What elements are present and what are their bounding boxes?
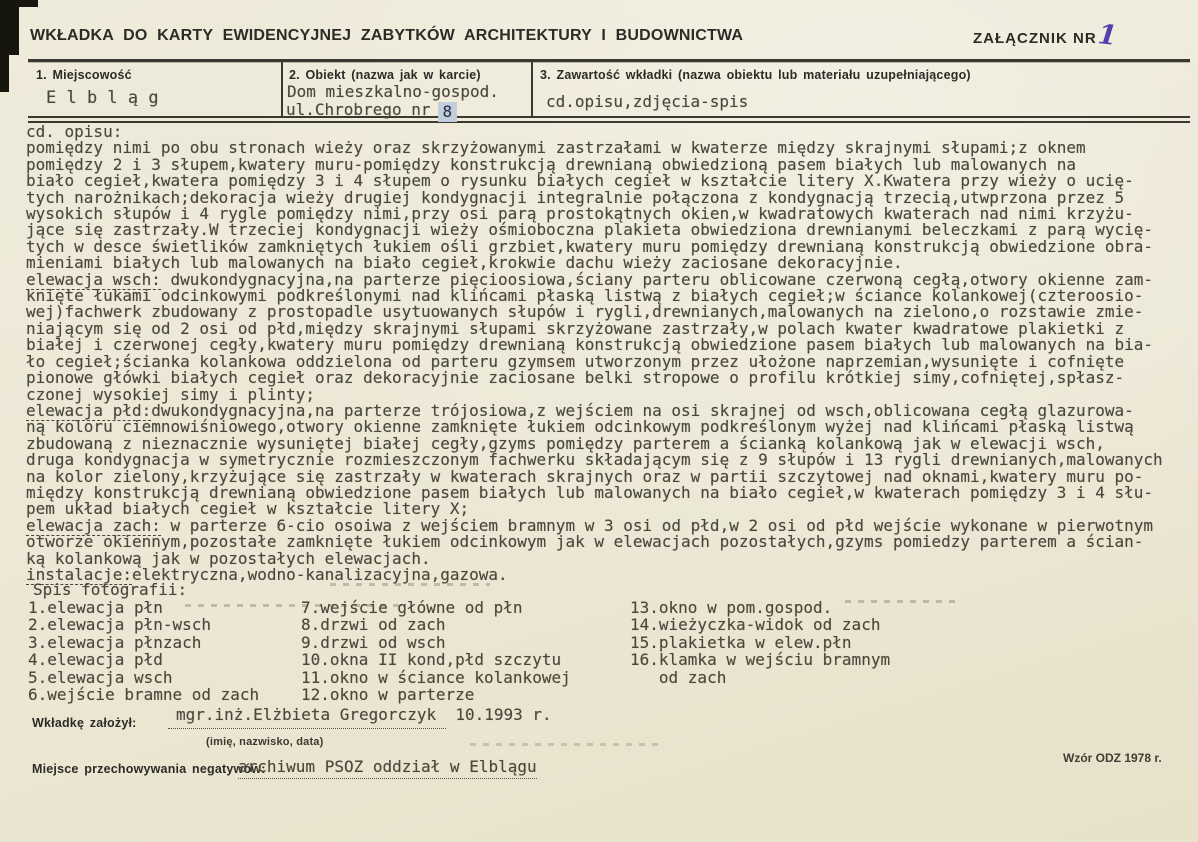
description-line: knięte łukami odcinkowymi podkreślonymi nad klińcami płaską listwą z białych cegieł;w ściance kolankowej(czteroosio- bbox=[26, 286, 1144, 306]
photo-list-item: 11.okno w ściance kolankowej bbox=[301, 667, 571, 687]
photo-list-item: 3.elewacja płnzach bbox=[28, 632, 202, 652]
field-value-zawartosc: cd.opisu,zdjęcia-spis bbox=[546, 92, 749, 111]
photo-list-item: 4.elewacja płd bbox=[28, 650, 163, 670]
description-line: zbudowaną z nieznacznie wysuniętej białej cegły,gzyms pomiędzy parterem a ścianką kolankową jak w elewacji wsch, bbox=[26, 433, 1105, 453]
table-bottom-rule bbox=[28, 116, 1190, 123]
photo-list-item: 16.klamka w wejściu bramnym bbox=[630, 650, 891, 670]
signature-dotted-line bbox=[168, 728, 446, 729]
description-line: pomiędzy nimi po obu stronach wieży oraz skrzyżowanymi zastrzałami w kwaterze między skrajnymi słupami;z oknem bbox=[26, 138, 1086, 158]
photo-list-item: 12.okno w parterze bbox=[301, 685, 475, 705]
page-title: WKŁADKA DO KARTY EWIDENCYJNEJ ZABYTKÓW ARCHITEKTURY I BUDOWNICTWA bbox=[30, 27, 744, 44]
description-line: białej i czerwonej cegły,kwatery muru pomiędzy drewnianą konstrukcją obwiedzione pasem białych lub malowanych na bia- bbox=[26, 335, 1154, 355]
description-line: wej)fachwerk zbudowany z prostopadle usytuowanych słupów i rygli,drewnianych,malowanych na zielono,o rozstawie zmie- bbox=[26, 302, 1144, 322]
description-line: elewacja wsch: dwukondygnacyjna,na parterze pięcioosiowa,ściany parteru oblicowane czerwoną cegłą,otwory okienne zam- bbox=[26, 269, 1154, 289]
photo-list-item: 1.elewacja płn bbox=[28, 598, 163, 617]
field-label-obiekt: 2. Obiekt (nazwa jak w karcie) bbox=[289, 68, 481, 82]
description-line: wysokich słupów i 4 rygle pomiędzy nimi,przy osi parą prostokątnych okien,w kwadratowych kwaterach nad nimi krzyżu- bbox=[26, 204, 1134, 224]
founder-label: Wkładkę założył: bbox=[32, 716, 137, 730]
table-column-divider bbox=[281, 62, 283, 116]
photo-list-item: 15.plakietka w elew.płn bbox=[630, 632, 852, 652]
photo-list-item: 5.elewacja wsch bbox=[28, 667, 173, 687]
table-top-rule bbox=[28, 59, 1190, 62]
field-value-miejscowosc: E l b l ą g bbox=[46, 88, 159, 108]
photo-col-3 bbox=[630, 599, 890, 686]
photo-list-item: 7.wejście główne od płn bbox=[301, 598, 523, 617]
founder-value: mgr.inż.Elżbieta Gregorczyk 10.1993 r. bbox=[176, 705, 552, 724]
negatives-value: archiwum PSOZ oddział w Elblągu bbox=[238, 757, 537, 779]
description-line: na kolor zielony,krzyżujące się zastrzały w kwaterach skrajnych oraz w partii szczytowej nad oknami,kwatery muru po- bbox=[26, 466, 1144, 486]
photo-list-item: 6.wejście bramne od zach bbox=[28, 685, 260, 705]
description-line: między konstrukcją drewnianą obwiedzione pasem białych lub malowanych na biało cegieł,w kwaterach pomiędzy 3 i 4 słu- bbox=[26, 482, 1154, 502]
scan-artifact-corner bbox=[0, 0, 38, 7]
photo-col-1 bbox=[28, 599, 259, 703]
description-line: elewacja zach: w parterze 6-cio osoiwa z wejściem bramnym w 3 osi od płd,w 2 osi od płd wejście wykonane w pierwotnym bbox=[26, 515, 1154, 535]
table-column-divider bbox=[531, 62, 533, 116]
form-model-note: Wzór ODZ 1978 r. bbox=[1063, 751, 1162, 765]
section-heading-underlined: elewacja zach: bbox=[26, 515, 161, 535]
description-line: instalacje:elektryczna,wodno-kanalizacyjna,gazowa. bbox=[26, 564, 508, 584]
description-line: ło cegieł;ścianka kolankowa oddzielona od parteru gzymsem utworzonym przez ułożone naprzemian,wysunięte i cofnięte bbox=[26, 351, 1125, 371]
street-text: ul.Chrobrego nr bbox=[286, 100, 431, 119]
description-line: pem układ białych cegieł w kształcie litery X; bbox=[26, 499, 470, 519]
photo-list-item: 8.drzwi od zach bbox=[301, 615, 446, 635]
field-value-obiekt-line1: Dom mieszkalno-gospod. bbox=[287, 82, 499, 101]
house-number-correction: 8 bbox=[438, 102, 458, 122]
photo-list-item: 10.okna II kond,płd szczytu bbox=[301, 650, 562, 670]
photo-list-item: od zach bbox=[630, 667, 727, 687]
photo-list-item: 14.wieżyczka-widok od zach bbox=[630, 615, 881, 635]
description-line: mieniami białych lub malowanych na biało cegieł,krokwie dachu wieży zaciosane dekoracyjnie. bbox=[26, 253, 903, 273]
description-line: tych w desce świetlików zamkniętych łukiem ośli grzbiet,kwatery muru pomiędzy drewnianą konstrukcją obwiedzione obra- bbox=[26, 236, 1154, 256]
photo-list-heading: Spis fotografii: bbox=[33, 580, 188, 599]
description-line: pionowe główki białych cegieł oraz dekoracyjnie zaciosane belki stropowe o profilu krótkiej simy,cofniętej,spłasz- bbox=[26, 368, 1125, 388]
field-value-obiekt-line2 bbox=[286, 100, 457, 120]
photo-col-2 bbox=[301, 599, 571, 703]
photo-list-item: 2.elewacja płn-wsch bbox=[28, 615, 212, 635]
negatives-label: Miejsce przechowywania negatywów: bbox=[32, 762, 266, 776]
description-line: jące się zastrzały.W trzeciej kondygnacji wieży ośmioboczna plakieta obwiedziona drewnianymi beleczkami z parą wycię- bbox=[26, 220, 1154, 240]
field-label-miejscowosc: 1. Miejscowość bbox=[36, 68, 132, 82]
description-line: ną koloru ciemnowiśniowego,otwory okienne zamknięte łukiem odcinkowym podkreślonym wyżej nad klińcami płaską listwą bbox=[26, 417, 1134, 437]
description-line: cd. opisu: bbox=[26, 122, 123, 141]
section-heading-underlined: elewacja wsch: bbox=[26, 269, 161, 289]
attachment-label: ZAŁĄCZNIK NR bbox=[973, 30, 1097, 47]
description-line: biało cegieł,kwatera pomiędzy 3 i 4 słupem o rysunku białych cegieł w kształcie litery X.Kwatera przy wieży o ucię- bbox=[26, 171, 1134, 191]
field-label-zawartosc: 3. Zawartość wkładki (nazwa obiektu lub materiału uzupełniającego) bbox=[540, 68, 971, 82]
photo-list-item: 13.okno w pom.gospod. bbox=[630, 598, 833, 617]
photo-list-item: 9.drzwi od wsch bbox=[301, 632, 446, 652]
description-text bbox=[26, 124, 1190, 583]
description-line: druga kondygnacja w symetrycznie rozmieszczonym fachwerku składającym się z 9 słupów i 13 rygli drewnianych,malowanych bbox=[26, 450, 1163, 470]
description-line: czonej wysokiej simy i plinty; bbox=[26, 384, 315, 404]
description-line: niającym się od 2 osi od płd,między skrajnymi słupami skrzyżowane zastrzały,w polach kwater kwadratowe plakietki z bbox=[26, 318, 1125, 338]
description-line: tych narożnikach;dekoracja wieży drugiej kondygnacji integralnie połączona z kondygnacją trzecią,utwprzona przez 5 bbox=[26, 187, 1125, 207]
description-line: otworze okiennym,pozostałe zamknięte łukiem odcinkowym jak w elewacjach pozostałych,gzyms pomiedzy parterem a ścian- bbox=[26, 532, 1144, 552]
section-heading-underlined: instalacje: bbox=[26, 564, 132, 584]
scan-smudge bbox=[470, 743, 660, 746]
section-heading-underlined: elewacja płd: bbox=[26, 400, 152, 420]
attachment-number-handwritten: 1 bbox=[1096, 19, 1119, 52]
scan-artifact-corner bbox=[0, 0, 19, 55]
founder-caption: (imię, nazwisko, data) bbox=[206, 736, 324, 748]
description-line: elewacja płd:dwukondygnacyjna,na parterze trójosiowa,z wejściem na osi skrajnej od wsch,oblicowana cegłą glazurowa- bbox=[26, 400, 1134, 420]
description-line: ką kolankową jak w pozostałych elewacjach. bbox=[26, 548, 431, 568]
description-line: pomiędzy 2 i 3 słupem,kwatery muru-pomiędzy konstrukcją drewnianą obwiedzioną pasem białych lub malowanych na bbox=[26, 154, 1076, 174]
